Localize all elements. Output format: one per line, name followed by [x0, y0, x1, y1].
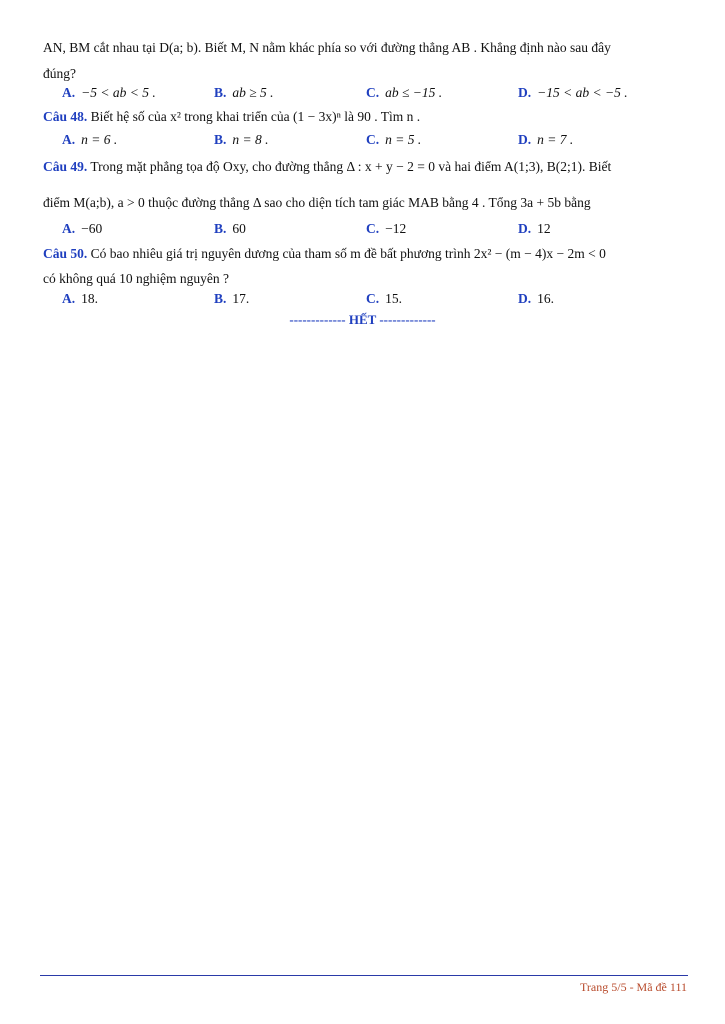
q49-option-c[interactable]: C. −12	[366, 221, 407, 236]
q49-label: Câu 49.	[43, 159, 88, 174]
q47-stem-line1: AN, BM cắt nhau tại D(a; b). Biết M, N nằm khác phía so với đường thẳng AB . Khẳng định nào sau đây	[43, 40, 611, 55]
q50-option-d[interactable]: D. 16.	[518, 291, 554, 306]
page-footer: Trang 5/5 - Mã đề 111	[580, 980, 687, 994]
q48-option-b[interactable]: B. n = 8 .	[214, 132, 269, 147]
q48-option-c[interactable]: C. n = 5 .	[366, 132, 422, 147]
q49-stem-line2: điểm M(a;b), a > 0 thuộc đường thẳng Δ sao cho diện tích tam giác MAB bằng 4 . Tổng 3a + 5b bằng	[43, 195, 591, 210]
q50-option-b[interactable]: B. 17.	[214, 291, 250, 306]
q48-option-d[interactable]: D. n = 7 .	[518, 132, 574, 147]
q49-option-b[interactable]: B. 60	[214, 221, 246, 236]
q50-option-a[interactable]: A. 18.	[62, 291, 98, 306]
q50-option-c[interactable]: C. 15.	[366, 291, 402, 306]
q48-options	[62, 132, 682, 150]
q48-option-a[interactable]: A. n = 6 .	[62, 132, 118, 147]
q49-options	[62, 221, 682, 239]
q50-options	[62, 291, 682, 309]
q48-stem: Câu 48. Biết hệ số của x² trong khai triển của (1 − 3x)ⁿ là 90 . Tìm n .	[43, 109, 421, 124]
footer-divider	[40, 975, 688, 976]
q48-label: Câu 48.	[43, 109, 88, 124]
end-marker: ------------- HẾT -------------	[289, 312, 436, 327]
q50-label: Câu 50.	[43, 246, 88, 261]
q49-stem-line1: Câu 49. Trong mặt phẳng tọa độ Oxy, cho đường thẳng Δ : x + y − 2 = 0 và hai điểm A(1;3), B(2;1). Biết	[43, 159, 612, 174]
q47-option-d[interactable]: D. −15 < ab < −5 .	[518, 85, 628, 100]
q49-option-d[interactable]: D. 12	[518, 221, 551, 236]
q47-options	[62, 85, 682, 103]
q49-option-a[interactable]: A. −60	[62, 221, 103, 236]
q47-option-a[interactable]: A. −5 < ab < 5 .	[62, 85, 156, 100]
q47-option-c[interactable]: C. ab ≤ −15 .	[366, 85, 443, 100]
q50-stem-line2: có không quá 10 nghiệm nguyên ?	[43, 271, 229, 286]
q50-stem-line1: Câu 50. Có bao nhiêu giá trị nguyên dương của tham số m đề bất phương trình 2x² − (m − 4)x − 2m < 0	[43, 246, 606, 261]
q47-option-b[interactable]: B. ab ≥ 5 .	[214, 85, 274, 100]
q47-stem-line2: đúng?	[43, 66, 76, 81]
